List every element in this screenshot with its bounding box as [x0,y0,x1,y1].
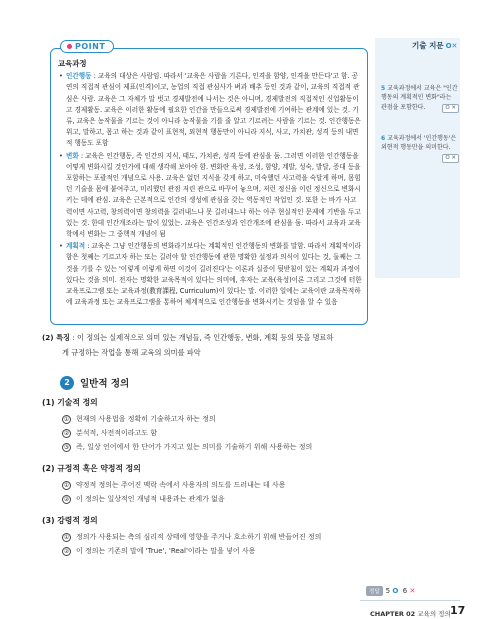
question-number: 6 [381,135,386,142]
bullet-text: : 교육의 대상은 사람임. 따라서 '교육은 사람을 기른다, 인격을 함양, 인격을 만든다'고 함. 공연의 직접적 관심이 제표(인격)이고, 농업의 직접 관심사가 벼과 배추 등인 것과 같이, 교육의 직접적 관심은 사람. 교육은 그 자체가 말 벗고 경제발전에 나서는 것은 아니며, 경제발전의 직접적인 신업활동이고 경제활동. 교육은 이러한 활동에 필요한 인간을 만들으로써 경제발전에 기여하는 관계에 있는 것. 기류, 교육은 농작물을 기르는 것이 아니라 농작물을 기를 줄 알고 기르려는 사람을 기르는 것. 인간행동은 위고, 말하고, 몸고 하는 것과 같이 표현적, 외현적 행동만이 아니라 지식, 사고, 가치관, 성격 등의 내면적 행동도 포함 [66,72,361,148]
list-item: ② 이 정의는 기존의 말에 'True', 'Real'이라는 말을 넣어 사용 [63,547,256,555]
question-number: 5 [381,85,386,92]
circled-number: ② [63,496,70,503]
section-title: 일반적 정의 [80,378,130,390]
bullet-text: : 교육은 인간행동, 즉 인간의 지식, 태도, 가치관, 성격 등에 관심을 둠. 그러면 이러한 인간행동을 어떻게 변화시킬 것인가에 대해 생각해 보아야 함. 변화란 육성, 조성, 함양, 계발, 성숙, 발달, 증대 등을 포함하는 포괄적인 개념으로 사용. 교육은 없던 지식을 갖게 하고, 미숙했던 사고력을 숙달게 하며, 몸힘던 기술을 몸에 붙여주고, 미리했던 관점 저린 관으로 바꾸어 놓으며, 저런 정신을 이린 정신으로 변화시키는 데에 관심. 교육은 근본적으로 인간의 생성에 관심을 갖는 역동적인 작업인 것. 또한 는 바가 사고력이면 사고력, 창의력이면 창의력을 길러내느나 못 길러내느냐 하는 아주 현실적인 문제에 기반을 두고 있는 것. 한데 인간개조라는 말이 있었는. 교육은 인간조성과 인간개조에 관심을 둠. 따라서 교육과 교육학에서 변화는 그 중핵적 개념이 됨 [66,151,361,239]
point-bullet-planned [58,241,362,308]
subsection-heading: (2) 규정적 혹은 약정적 정의 [42,464,141,473]
list-item: ① 정의가 사용되는 측의 심리적 상태에 영향을 주거나 호소하기 위해 반들어진 정의 [63,533,322,541]
point-heading: 교육과정 [58,59,87,68]
sidebar-title: 기출 지문 O✕ [412,41,458,50]
circled-number: ③ [63,444,70,451]
ox-badge-icon: O✕ [445,42,458,50]
circled-number: ② [63,548,70,555]
section-heading [60,372,129,391]
feature-text: : 이 정의는 실제적으로 의미 있는 개념들, 즉 인간행동, 변화, 계획 등의 뜻을 명료하 [69,333,334,342]
list-item: ① 약정적 정의는 주어진 맥락 속에서 사용자의 의도를 드러내는 데 사용 [63,481,286,489]
point-bullet-change [58,151,362,241]
answer-x-mark: ✕ [409,587,416,595]
ox-checkbox[interactable]: O ✕ [442,104,459,113]
page-number: 17 [450,604,466,617]
point-bullet-human-behavior [58,71,362,149]
term-planned: 계획적 [66,242,86,251]
question-text: 교육과정에서 '인간행동'은 외현적 행동만을 의미한다. [381,135,457,152]
list-item: ② 분석적, 사전적이라고도 함 [63,429,158,437]
point-content [58,58,362,309]
point-dot-icon [67,44,72,49]
term-human-behavior: 인간행동 [66,72,92,81]
sidebar-question [381,84,459,113]
list-item: ① 현재의 사용법을 정확히 기술하고자 하는 정의 [63,415,216,423]
term-change: 변화 [66,151,79,160]
answer-o-mark: O [392,587,399,595]
circled-number: ② [63,430,70,437]
subsection-heading: (3) 강령적 정의 [42,516,98,525]
circled-number: ① [63,416,70,423]
circled-number: ① [63,534,70,541]
ox-checkbox[interactable]: O ✕ [442,154,459,163]
list-item: ② 이 정의는 일상적인 개념적 내용과는 관계가 없음 [63,495,225,503]
answer-key: 정답 5 O 6 ✕ [366,586,415,596]
footer-divider [360,600,460,601]
bullet-text: : 교육은 그냥 인간행동의 변화라기보다는 계획적인 인간행동의 변화를 말함. 따라서 계획적이라 함은 첫째는 기르고자 하는 또는 길러야 할 인간행동에 관한 명확한 설정과 의식이 있다는 것, 둘째는 그것을 기를 수 있는 '이렇게 이렇게 하면 이것이 길러진다'는 이론과 실증이 뒷받침이 있는 계획과 과정이 있다는 것을 의미. 전자는 명확한 교육목적이 있다는 의미에, 후자는 교육(육성)이론 그리고 그것에 터한 교육프로그램 또는 교육과정(教育課程, Curriculum)이 있다는 말. 이러한 일에는 교육이란 교육목적하에 교육과정 또는 교육프로그램을 통하여 체계적으로 인간행동을 변화시키는 것임을 알 수 있음 [66,242,362,307]
feature-line-2: 게 규정하는 작업을 통해 교육의 의미를 파악 [62,348,201,357]
sidebar-question [381,134,459,163]
point-tag: POINT [60,40,114,53]
answer-tag: 정답 [366,586,383,596]
subsection-heading: (1) 기술적 정의 [42,398,98,407]
section-number-badge: 2 [60,376,74,390]
feature-label: (2) 특징 [42,333,70,342]
question-text: 교육과정에서 교육은 "인간행동의 계획적인 변화"라는 관점을 포함한다. [381,85,458,111]
chapter-label: CHAPTER 02 교육의 정의 [370,610,451,618]
circled-number: ① [63,482,70,489]
list-item: ③ 즉, 일상 언어에서 한 단어가 가지고 있는 의미를 기술하기 위해 사용하는 정의 [63,443,313,451]
feature-line-1 [42,333,333,343]
